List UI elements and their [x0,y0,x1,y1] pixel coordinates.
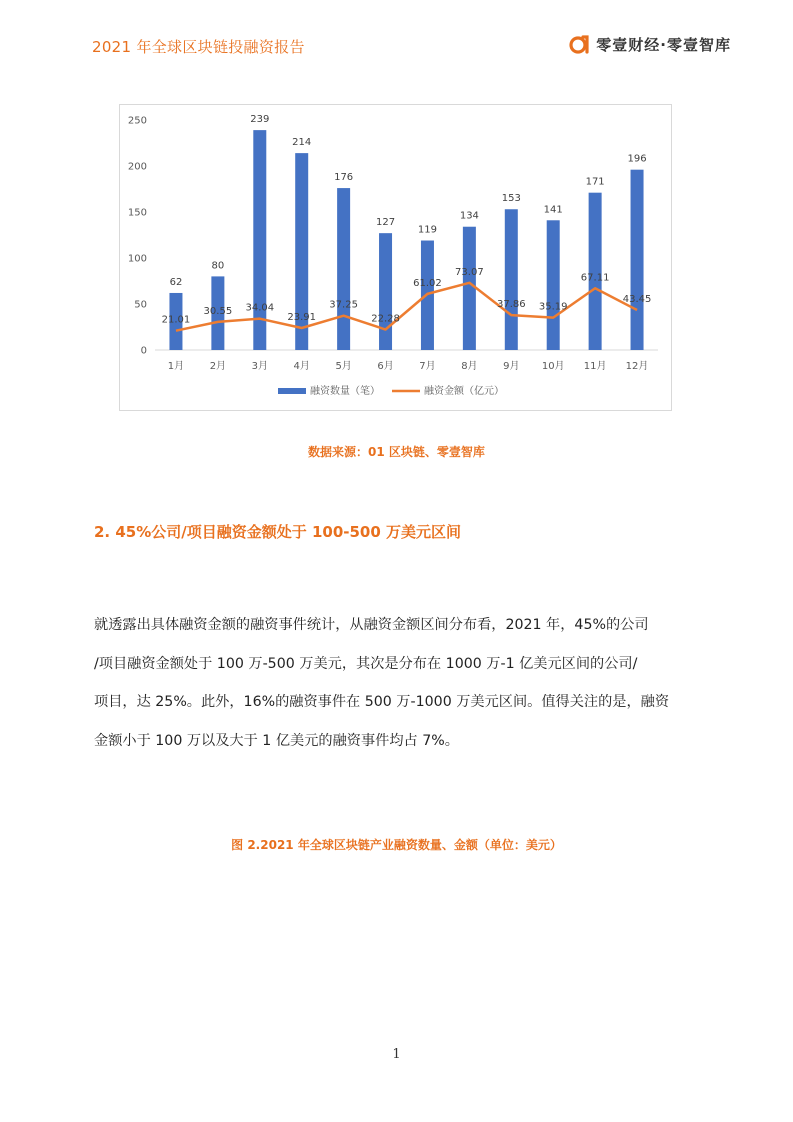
paragraph-line: 金额小于 100 万以及大于 1 亿美元的融资事件均占 7%。 [94,732,459,749]
y-tick-label: 50 [134,299,147,311]
bar-data-label: 80 [211,260,225,272]
legend-bar-swatch [278,388,306,394]
line-data-label: 67.11 [580,272,610,284]
line-data-label: 22.28 [371,313,400,325]
bar-data-label: 239 [250,114,270,126]
paragraph-line: 就透露出具体融资金额的融资事件统计，从融资金额区间分布看，2021 年，45%的公司 [94,617,649,633]
line-data-label: 43.45 [622,294,652,306]
brand-logo-icon [568,33,590,55]
x-tick-label: 7月 [419,361,436,372]
bar-data-label: 119 [417,224,438,236]
line-data-label: 37.25 [329,299,358,311]
line-data-label: 34.04 [245,302,275,314]
x-tick-label: 4月 [293,361,310,372]
bar-data-label: 176 [334,172,354,184]
bar [505,209,518,350]
x-tick-label: 6月 [377,361,394,372]
line-data-label: 37.86 [496,299,526,311]
chart-svg [120,105,673,412]
header-title: 2021 年全球区块链投融资报告 [92,38,305,56]
bar [463,227,476,350]
bar-data-label: 127 [375,217,396,229]
bar-data-label: 134 [459,210,479,222]
y-tick-label: 0 [140,345,147,357]
line-data-label: 21.01 [161,314,191,326]
y-tick-label: 150 [127,207,147,219]
line-data-label: 61.02 [413,277,442,289]
bar-data-label: 62 [169,276,183,288]
body-paragraph [94,606,700,760]
line-data-label: 23.91 [287,312,317,324]
legend-label: 融资数量（笔） [310,386,380,397]
bar-data-label: 171 [585,176,605,188]
x-tick-label: 3月 [251,361,268,372]
bar [253,130,266,350]
bar [547,220,560,350]
line-data-label: 73.07 [455,266,484,278]
paragraph-line: /项目融资金额处于 100 万-500 万美元，其次是分布在 1000 万-1 亿美元区间的公司/ [94,655,638,672]
paragraph-line: 项目，达 25%。此外，16%的融资事件在 500 万-1000 万美元区间。值得关注的是，融资 [94,694,670,710]
chart [119,104,672,411]
line-data-label: 35.19 [538,301,568,313]
x-tick-label: 2月 [209,361,227,372]
x-tick-label: 8月 [461,361,478,372]
bar [379,233,392,350]
y-tick-label: 200 [127,161,147,173]
line-data-label: 30.55 [203,305,233,317]
source-caption: 数据来源：01 区块链、零壹智库 [308,445,485,459]
x-tick-label: 12月 [625,361,649,372]
page-number: 1 [392,1047,401,1062]
x-tick-label: 5月 [335,361,352,372]
bar-data-label: 214 [292,137,312,149]
section-heading: 2. 45%公司/项目融资金额处于 100-500 万美元区间 [94,523,462,541]
legend-label: 融资金额（亿元） [424,386,504,397]
y-tick-label: 250 [127,115,147,127]
bar-data-label: 141 [543,204,563,216]
bar [337,188,350,350]
y-tick-label: 100 [127,253,147,265]
x-tick-label: 9月 [503,361,520,372]
figure-caption: 图 2.2021 年全球区块链产业融资数量、金额（单位：美元） [231,838,562,852]
bar [631,170,644,350]
bar-data-label: 153 [501,193,521,205]
brand-name: 零壹财经·零壹智库 [596,35,731,54]
x-tick-label: 11月 [583,361,607,372]
x-tick-label: 1月 [167,361,185,372]
x-tick-label: 10月 [541,361,565,372]
bar-data-label: 196 [627,153,647,165]
brand [568,33,731,55]
